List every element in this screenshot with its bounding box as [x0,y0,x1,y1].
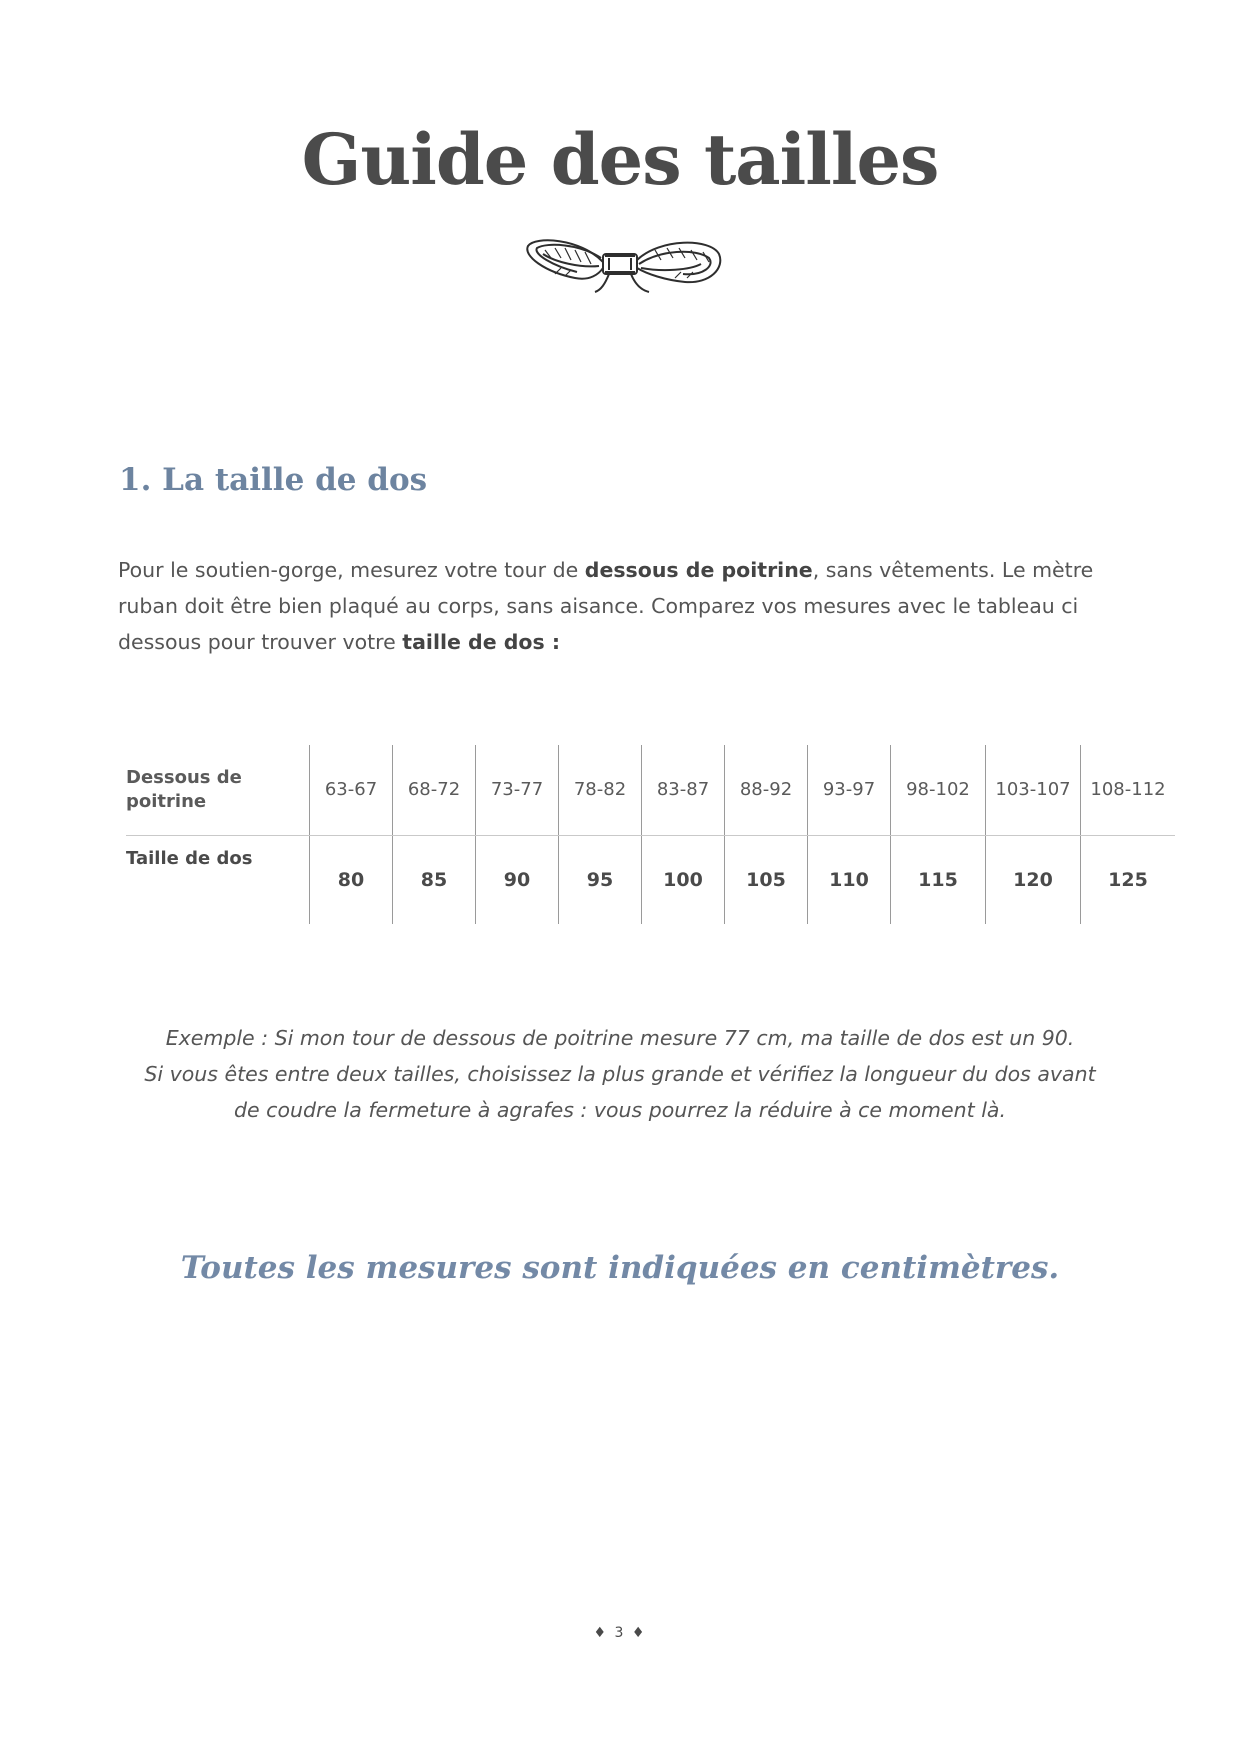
page-title: Guide des tailles [301,118,939,201]
range-cell: 83-87 [642,745,725,836]
page-number: ♦ 3 ♦ [593,1625,647,1641]
section-heading: 1. La taille de dos [119,462,428,498]
range-cell: 73-77 [476,745,559,836]
units-note: Toutes les mesures sont indiquées en centimètres. [180,1250,1060,1286]
size-cell: 100 [642,836,725,925]
size-cell: 90 [476,836,559,925]
example-line: de coudre la fermeture à agrafes : vous pourrez la réduire à ce moment là. [234,1098,1006,1122]
range-cell: 98-102 [891,745,986,836]
range-cell: 68-72 [393,745,476,836]
size-cell: 105 [725,836,808,925]
range-cell: 63-67 [310,745,393,836]
intro-emphasis: taille de dos : [402,630,561,654]
ribbon-illustration-icon [525,228,725,298]
example-line: Exemple : Si mon tour de dessous de poitrine mesure 77 cm, ma taille de dos est un 90. [165,1026,1075,1050]
size-table [126,745,1175,924]
row-label-back-size: Taille de dos [126,848,253,869]
intro-text: , sans vêtements. Le mètre ruban doit être bien plaqué au corps, sans aisance. Comparez vos mesures avec le tableau ci dessous pour trouver votre [118,558,1094,654]
table-row-back-size [126,836,1175,925]
range-cell: 78-82 [559,745,642,836]
intro-emphasis: dessous de poitrine [584,558,813,582]
size-cell: 120 [986,836,1081,925]
size-cell: 95 [559,836,642,925]
intro-text: Pour le soutien-gorge, mesurez votre tour de [118,558,585,582]
range-cell: 93-97 [808,745,891,836]
size-cell: 125 [1081,836,1176,925]
size-cell: 115 [891,836,986,925]
table-row-underbust [126,745,1175,836]
size-cell: 85 [393,836,476,925]
range-cell: 103-107 [986,745,1081,836]
range-cell: 88-92 [725,745,808,836]
row-label-underbust: Dessous de poitrine [126,745,310,836]
intro-paragraph [118,552,1128,660]
example-line: Si vous êtes entre deux tailles, choisissez la plus grande et vérifiez la longueur du dos avant [144,1062,1096,1086]
example-text [100,1020,1140,1128]
range-cell: 108-112 [1081,745,1176,836]
size-cell: 80 [310,836,393,925]
size-cell: 110 [808,836,891,925]
